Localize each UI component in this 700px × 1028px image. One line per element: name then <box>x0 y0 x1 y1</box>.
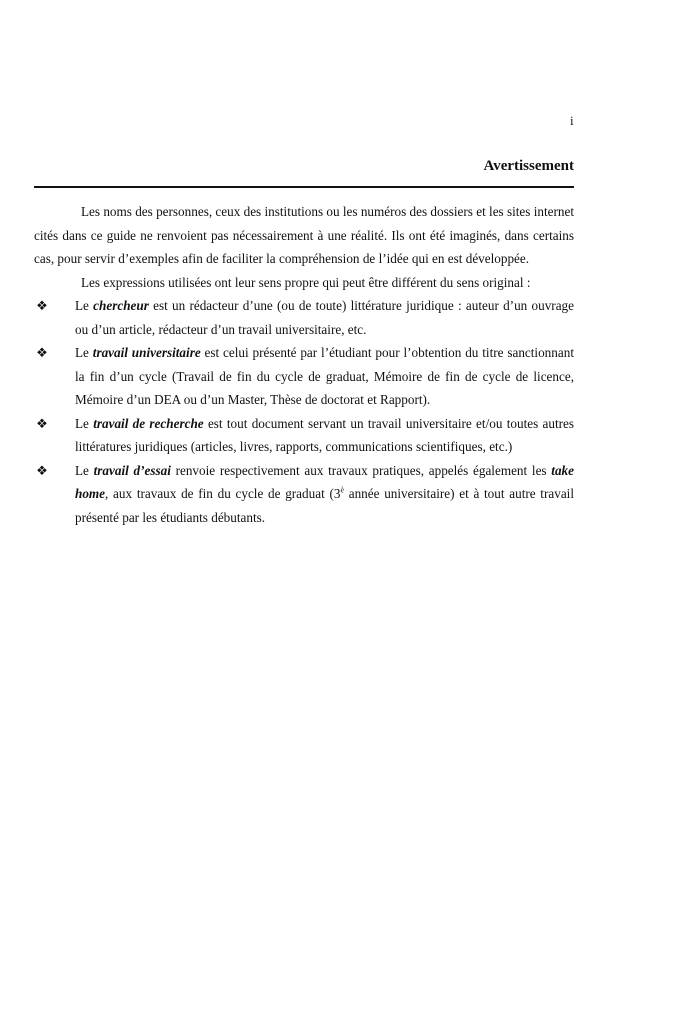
title-rule <box>34 186 574 188</box>
expressions-paragraph: Les expressions utilisées ont leur sens propre qui peut être différent du sens original : <box>81 274 531 290</box>
page-title: Avertissement <box>483 158 574 174</box>
diamond-bullet-icon: ❖ <box>36 415 48 431</box>
term: travail d’essai <box>93 462 171 478</box>
list-item: ❖ Le travail d’essai renvoie respectivement aux travaux pratiques, appelés également les take home, aux travaux de fin du cycle de graduat ($3^è$ année universitaire) et à tout autre travail présenté par les étudiants débutants. <box>34 459 574 530</box>
list-item: ❖ Le chercheur est un rédacteur d’une (ou de toute) littérature juridique : auteur d’un ouvrage ou d’un article, rédacteur d’un travail universitaire, etc. <box>34 294 574 341</box>
diamond-bullet-icon: ❖ <box>36 462 48 478</box>
list-item: ❖ Le travail de recherche est tout document servant un travail universitaire et/ou toutes autres littératures juridiques (articles, livres, rapports, communications scientifiques, etc.) <box>34 412 574 459</box>
document-body <box>34 200 574 529</box>
term: travail de recherche <box>93 415 204 431</box>
term: travail universitaire <box>92 345 201 360</box>
term: chercheur <box>93 298 149 313</box>
page-number: i <box>570 113 574 128</box>
list-item: ❖ Le travail universitaire est celui présenté par l’étudiant pour l’obtention du titre sanctionnant la fin d’un cycle (Travail de fin du cycle de graduat, Mémoire de fin de cycle de licence, Mémoire d’un DEA ou d’un Master, Thèse de doctorat et Rapport). <box>34 341 574 412</box>
definitions-list <box>34 294 574 529</box>
intro-paragraph: Les noms des personnes, ceux des institutions ou les numéros des dossiers et les sites internet cités dans ce guide ne renvoient pas nécessairement à une réalité. Ils ont été imaginés, dans certains cas, pour servir d’exemples afin de faciliter la compréhension de l’idée qui en est développée. <box>34 204 574 266</box>
diamond-bullet-icon: ❖ <box>36 345 48 360</box>
diamond-bullet-icon: ❖ <box>36 298 48 313</box>
term: take home <box>75 462 574 501</box>
